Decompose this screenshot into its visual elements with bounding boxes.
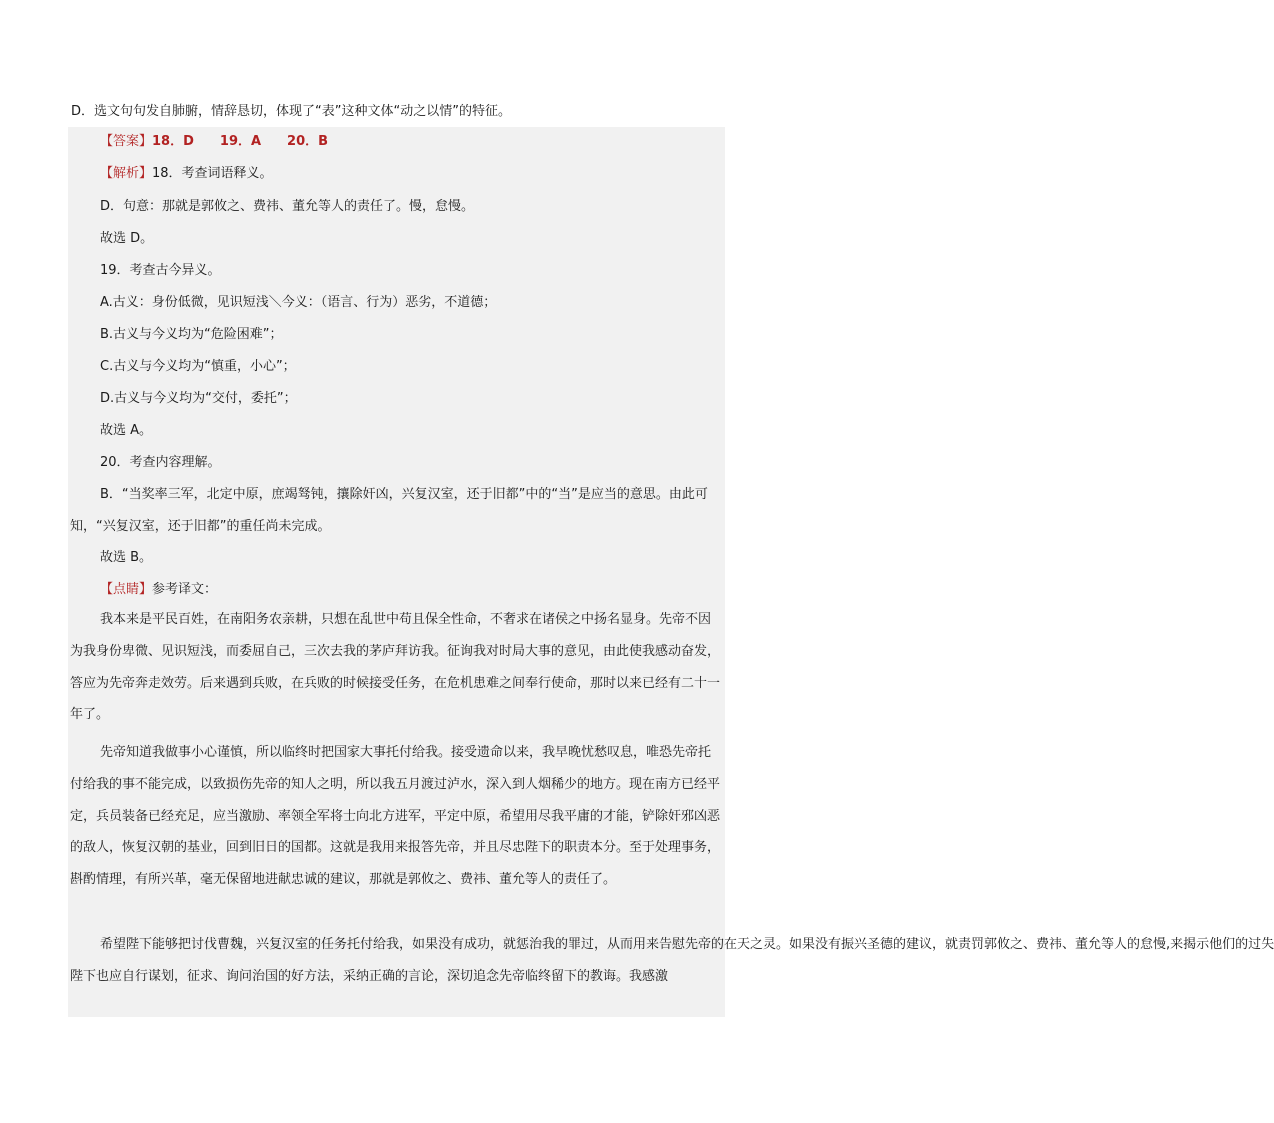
analysis-line-4: 19．考查古今异义。 — [100, 263, 221, 278]
option-d-line: D．选文句句发自肺腑，情辞恳切，体现了“表”这种文体“动之以情”的特征。 — [71, 104, 511, 119]
analysis-line-7: C.古义与今义均为“慎重，小心”； — [100, 359, 296, 374]
answer-line — [100, 131, 328, 153]
analysis-line-9: 故选 A。 — [100, 423, 153, 438]
analysis-line-2: D．句意：那就是郭攸之、费祎、董允等人的责任了。慢，怠慢。 — [100, 199, 475, 214]
analysis-label: 【解析】 — [100, 166, 153, 181]
analysis-line-6: B.古义与今义均为“危险困难”； — [100, 327, 283, 342]
select-b-line: 故选 B。 — [100, 550, 153, 565]
analysis-line-8: D.古义与今义均为“交付，委托”； — [100, 391, 297, 406]
analysis-line-5: A.古义：身份低微，见识短浅＼今义：（语言、行为）恶劣，不道德； — [100, 295, 497, 310]
translation-paragraph-3-line-2: 陛下也应自行谋划，征求、询问治国的好方法，采纳正确的言论，深切追念先帝临终留下的教诲。我感激 — [70, 969, 669, 984]
analysis-line-3: 故选 D。 — [100, 231, 154, 246]
analysis-line-1 — [100, 163, 273, 185]
translation-paragraph-3-line-1: 希望陛下能够把讨伐曹魏，兴复汉室的任务托付给我，如果没有成功，就惩治我的罪过，从而用来告慰先帝的在天之灵。如果没有振兴圣德的建议，就责罚郭攸之、费祎、董允等人的怠慢,来揭示他们的过失 — [100, 937, 1274, 952]
answer-text: 18．D 19．A 20．B — [152, 134, 329, 149]
comment-line — [100, 579, 217, 601]
analysis-text: 18．考查词语释义。 — [152, 166, 273, 181]
translation-paragraph-1: 我本来是平民百姓，在南阳务农亲耕，只想在乱世中苟且保全性命，不奢求在诸侯之中扬名显身。先帝不因为我身份卑微、见识短浅，而委屈自己，三次去我的茅庐拜访我。征询我对时局大事的意见，由此使我感动奋发，答应为先帝奔走效劳。后来遇到兵败，在兵败的时候接受任务，在危机患难之间奉行使命，那时以来已经有二十一年了。 — [70, 612, 721, 723]
item20-explanation: B．“当奖率三军，北定中原，庶竭驽钝，攘除奸凶，兴复汉室，还于旧都”中的“当”是应当的意思。由此可知，“兴复汉室，还于旧都”的重任尚未完成。 — [70, 487, 708, 534]
answer-label: 【答案】 — [100, 134, 153, 149]
comment-label: 【点睛】 — [100, 582, 153, 597]
analysis-line-10: 20．考查内容理解。 — [100, 455, 221, 470]
translation-paragraph-2: 先帝知道我做事小心谨慎，所以临终时把国家大事托付给我。接受遗命以来，我早晚忧愁叹息，唯恐先帝托付给我的事不能完成，以致损伤先帝的知人之明，所以我五月渡过泸水，深入到人烟稀少的地方。现在南方已经平定，兵员装备已经充足，应当激励、率领全军将士向北方进军，平定中原，希望用尽我平庸的才能，铲除奸邪凶恶的敌人，恢复汉朝的基业，回到旧日的国都。这就是我用来报答先帝，并且尽忠陛下的职责本分。至于处理事务，斟酌情理，有所兴革，毫无保留地进献忠诚的建议，那就是郭攸之、费祎、董允等人的责任了。 — [70, 745, 721, 888]
comment-text: 参考译文： — [152, 582, 218, 597]
